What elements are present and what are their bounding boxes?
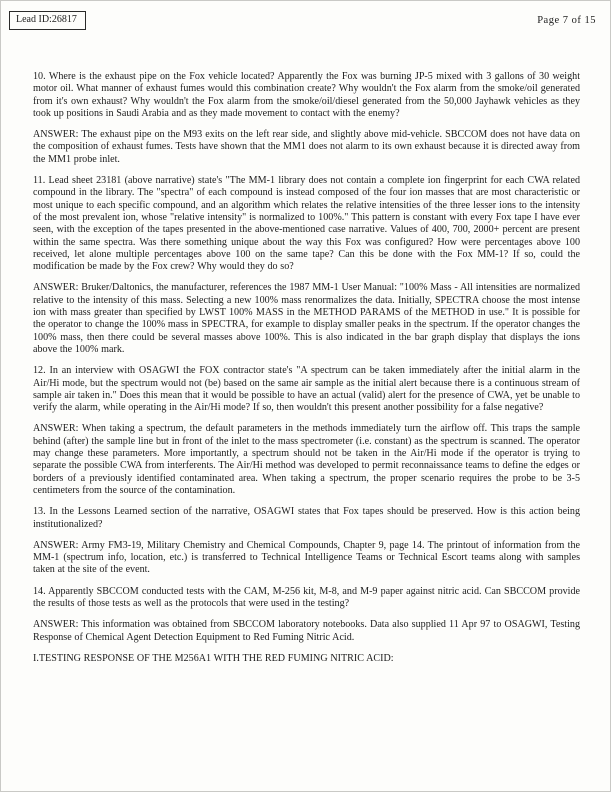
page-number: Page 7 of 15 — [537, 15, 596, 26]
paragraph: I.TESTING RESPONSE OF THE M256A1 WITH THE RED FUMING NITRIC ACID: — [33, 652, 394, 664]
page-header — [9, 11, 596, 30]
lead-id-text: Lead ID:26817 — [16, 14, 77, 25]
lead-id-box — [9, 11, 86, 30]
document-body — [33, 71, 580, 665]
paragraph: ANSWER: This information was obtained from SBCCOM laboratory notebooks. Data also supplied 11 Apr 97 to OSAGWI, Testing Response of Chemical Agent Detection Equipment to Red Fuming Nitric Acid. — [33, 619, 580, 643]
paragraph: 13. In the Lessons Learned section of the narrative, OSAGWI states that Fox tapes should be preserved. How is this action being institutionalized? — [33, 506, 580, 530]
paragraph: ANSWER: The exhaust pipe on the M93 exits on the left rear side, and slightly above mid-vehicle. SBCCOM does not have data on the composition of exhaust fumes. Tests have shown that the MM1 does not alarm to its own exhaust because it is directed away from the MM1 probe inlet. — [33, 129, 580, 165]
paragraph: 12. In an interview with OSAGWI the FOX contractor state's "A spectrum can be taken immediately after the initial alarm in the Air/Hi mode, but the spectrum would not (be) based on the same air sample as the initial alert because there is a continuous stream of sample air taken in." Does this mean that it would be possible to have an actual (valid) alert for the presence of CWA, yet be unable to verify the alarm, while operating in the Air/Hi mode? If so, then wouldn't this present another possibility for a false negative? — [33, 365, 580, 414]
paragraph: 11. Lead sheet 23181 (above narrative) state's "The MM-1 library does not contain a complete ion fingerprint for each CWA related compound in the library. The "spectra" of each compound is instead composed of the four ion masses that are most characteristic or most unique to each specific compound, and an algorithm which relates the relative intensities of the three lesser ions to the intensity of the most prevalent ion, whose "relative intensity" is normalized to 100%." This pattern is constant with every Fox tape I have ever seen, with the exception of the tapes presented in the above-mentioned case narrative. Values of 400, 700, 2000+ percent are present within the same spectra. Was there something unique about the way this Fox was configured? How were percentages above 100 received, let alone multiple percentages above 100 on the same tape? Can this be done with the Fox MM-1? If so, could the modification be made by the Fox crew? Why would they do so? — [33, 175, 580, 273]
paragraph: ANSWER: Army FM3-19, Military Chemistry and Chemical Compounds, Chapter 9, page 14. The printout of information from the MM-1 (spectrum info, location, etc.) is transferred to Technical Intelligence Teams or Technical Escort teams along with samples taken at the site of the event. — [33, 539, 580, 576]
paragraph: ANSWER: When taking a spectrum, the default parameters in the methods immediately turn the airflow off. This traps the sample behind (after) the sample line but in front of the inlet to the mass spectrometer (i.e. constant) as the spectrum is scanned. The operator may change these parameters. More importantly, a spectrum should not be taken in the Air/Hi mode if the operator is trying to separate the possible CWA from interferents. The Air/Hi method was developed to permit reconnaissance teams to define the edges or borders of a previously identified contaminated area. When taking a spectrum, the proper scenario requires the probe to be 3-5 centimeters from the source of the contamination. — [33, 423, 580, 496]
paragraph: 10. Where is the exhaust pipe on the Fox vehicle located? Apparently the Fox was burning JP-5 mixed with 3 gallons of 30 weight motor oil. What manner of exhaust fumes would this combination create? Why wouldn't the Fox alarm from the smoke/oil generated from it's own exhaust? Why wouldn't the Fox alarm from the smoke/oil/diesel generated from the 50,000 Jayhawk vehicles as they took up positions in Saudi Arabia and as they made movement to contact with the enemy? — [33, 71, 580, 119]
paragraph: 14. Apparently SBCCOM conducted tests with the CAM, M-256 kit, M-8, and M-9 paper against nitric acid. Can SBCCOM provide the results of those tests as well as the protocols that were used in the testing? — [33, 585, 580, 609]
paragraph: ANSWER: Bruker/Daltonics, the manufacturer, references the 1987 MM-1 User Manual: "100% Mass - All intensities are normalized relative to the intensity of this mass. Selecting a new 100% mass renormalizes the data. Initially, SPECTRA choose the most intense ion with mass greater than specified by LWST 100% MASS in the METHOD PARAMS of the METHOD in use." It is possible for the operator to change the 100% mass in SPECTRA, for example to display smaller peaks in the spectrum. If the operator changes the 100% mass, then there could be several masses above 100%. This is also indicated in the bar graph display that displays the ions above the 100% mark. — [33, 282, 580, 355]
